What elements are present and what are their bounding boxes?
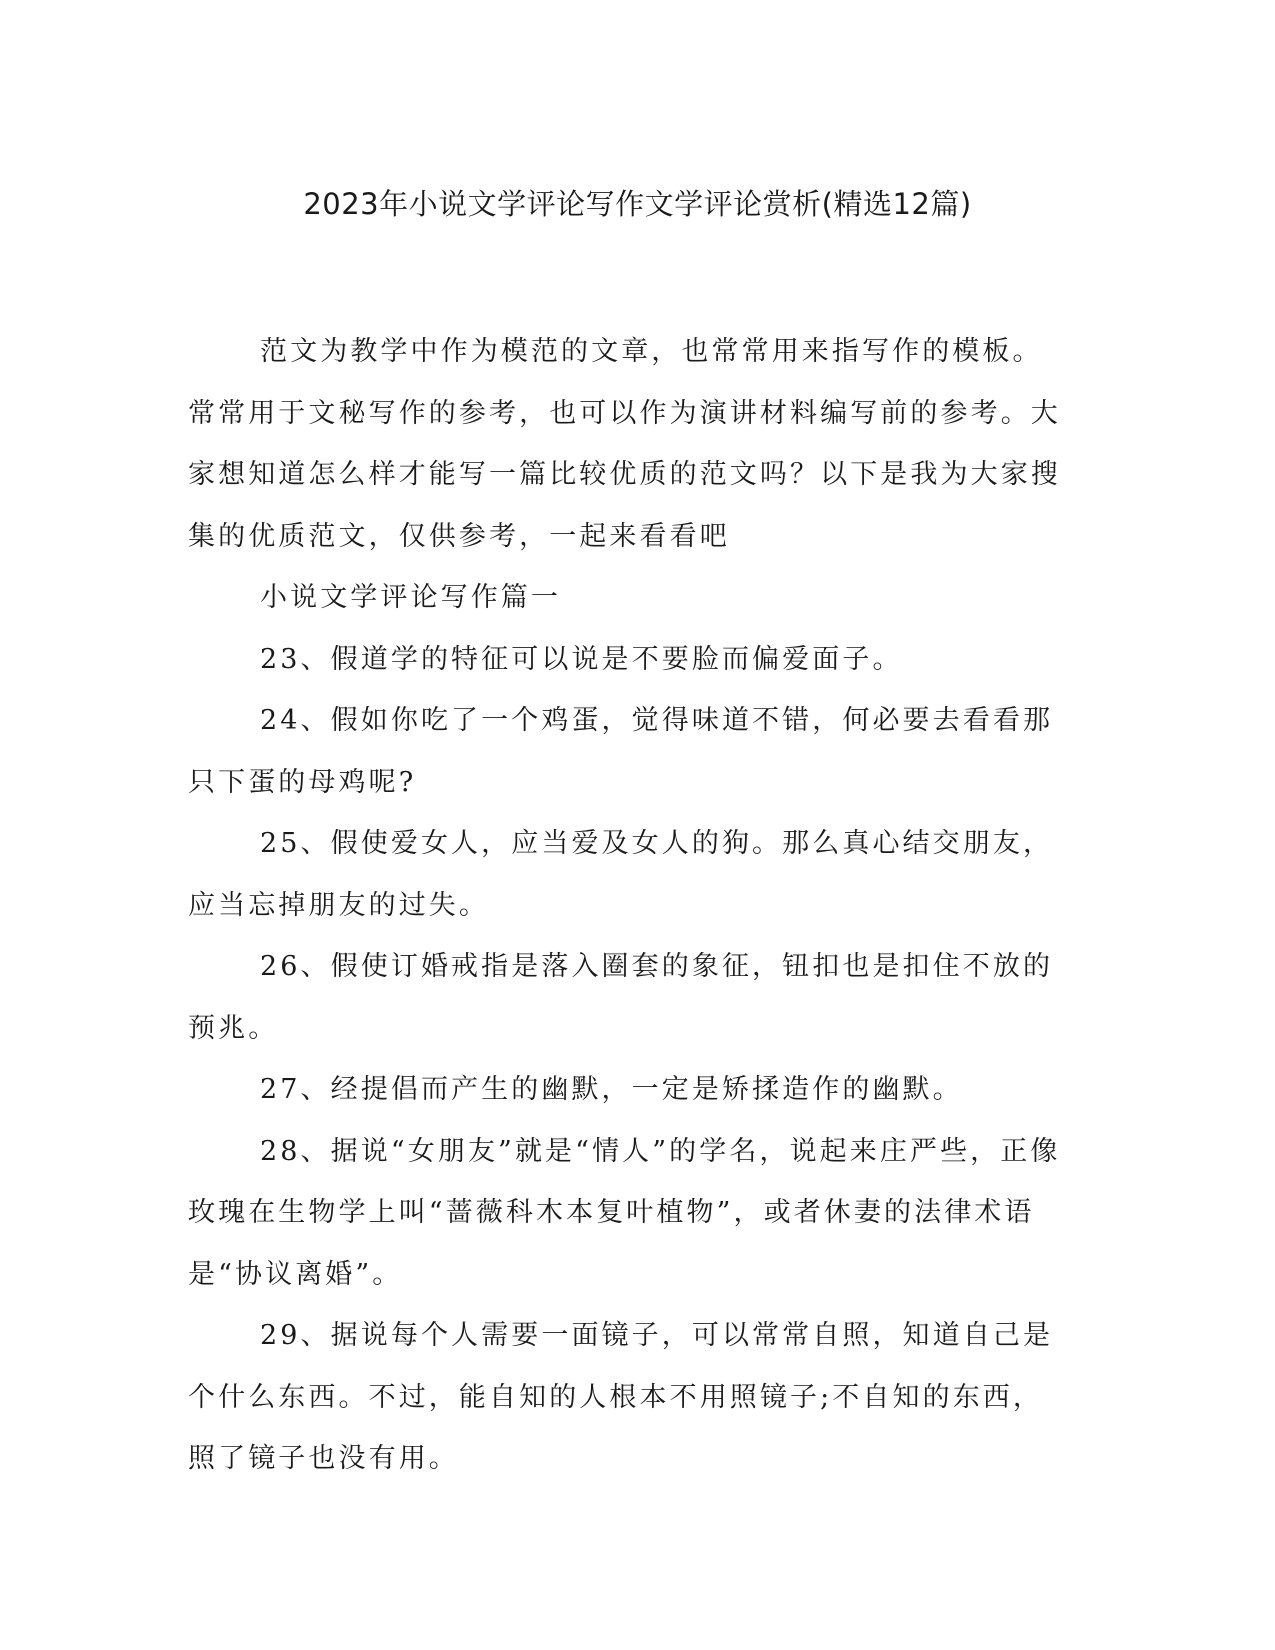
document-body: [188, 321, 1068, 1490]
quote-paragraph-24: 24、假如你吃了一个鸡蛋，觉得味道不错，何必要去看看那只下蛋的母鸡呢?: [188, 705, 1054, 798]
section-heading: 小说文学评论写作篇一: [260, 582, 561, 613]
intro-paragraph: 范文为教学中作为模范的文章，也常常用来指写作的模板。常常用于文秘写作的参考，也可以作为演讲材料编写前的参考。大家想知道怎么样才能写一篇比较优质的范文吗？以下是我为大家搜集的优质范文，仅供参考，一起来看看吧: [188, 336, 1061, 552]
document-title: 2023年小说文学评论写作文学评论赏析(精选12篇): [303, 187, 972, 221]
quote-paragraph-23: 23、假道学的特征可以说是不要脸而偏爱面子。: [260, 643, 903, 675]
quote-paragraph-26: 26、假使订婚戒指是落入圈套的象征，钮扣也是扣住不放的预兆。: [188, 951, 1054, 1044]
quote-paragraph-28: 28、据说“女朋友”就是“情人”的学名，说起来庄严些，正像玫瑰在生物学上叫“蔷薇科木本复叶植物”，或者休妻的法律术语是“协议离婚”。: [188, 1135, 1061, 1290]
quote-paragraph-25: 25、假使爱女人，应当爱及女人的狗。那么真心结交朋友，应当忘掉朋友的过失。: [188, 828, 1054, 921]
quote-paragraph-27: 27、经提倡而产生的幽默，一定是矫揉造作的幽默。: [260, 1074, 963, 1105]
quote-paragraph-29: 29、据说每个人需要一面镜子，可以常常自照，知道自己是个什么东西。不过，能自知的人根本不用照镜子;不自知的东西，照了镜子也没有用。: [188, 1320, 1054, 1474]
